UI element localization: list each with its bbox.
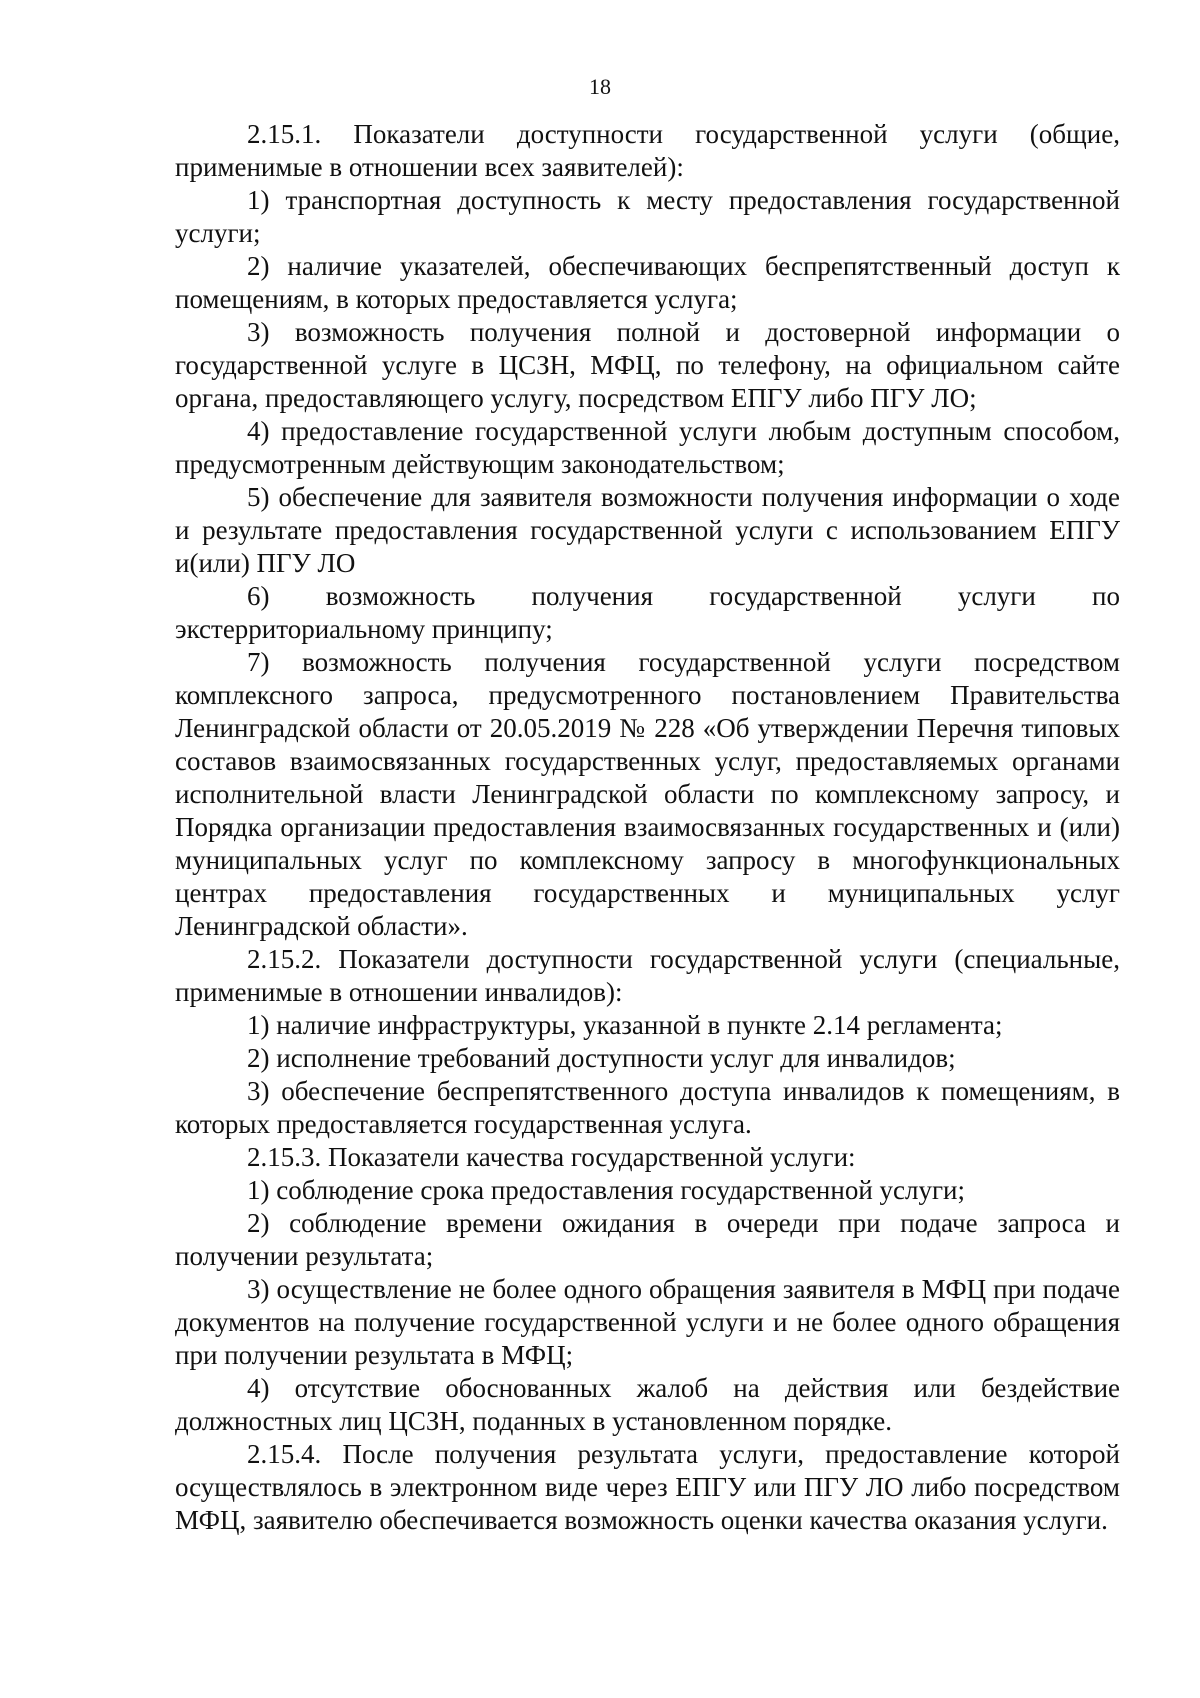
- paragraph-2-15-3: 2.15.3. Показатели качества государственной услуги:: [247, 1142, 856, 1172]
- list-item-transport: 1) транспортная доступность к месту предоставления государственной услуги;: [175, 185, 1120, 248]
- list-item-signs: 2) наличие указателей, обеспечивающих беспрепятственный доступ к помещениям, в которых предоставляется услуга;: [175, 251, 1120, 314]
- list-item-extraterritorial: 6) возможность получения государственной услуги по экстерриториальному принципу;: [175, 581, 1120, 644]
- list-item-single-visit: 3) осуществление не более одного обращения заявителя в МФЦ при подаче документов на получение государственной услуги и не более одного обращения при получении результата в МФЦ;: [175, 1274, 1120, 1370]
- list-item-infrastructure: 1) наличие инфраструктуры, указанной в пункте 2.14 регламента;: [247, 1010, 1003, 1040]
- list-item-any-method: 4) предоставление государственной услуги любым доступным способом, предусмотренным действующим законодательством;: [175, 416, 1120, 479]
- list-item-complex-request: 7) возможность получения государственной услуги посредством комплексного запроса, предусмотренного постановлением Правительства Ленинградской области от 20.05.2019 № 228 «Об утверждении Перечня типовых составов взаимосвязанных государственных услуг, предоставляемых органами исполнительной власти Ленинградской области по комплексному запросу, и Порядка организации предоставления взаимосвязанных государственных и (или) муниципальных услуг по комплексному запросу в многофункциональных центрах предоставления государственных и муниципальных услуг Ленинградской области».: [175, 647, 1120, 941]
- page-number: 18: [589, 74, 611, 99]
- list-item-accessibility-requirements: 2) исполнение требований доступности услуг для инвалидов;: [247, 1043, 956, 1073]
- list-item-waiting-time: 2) соблюдение времени ожидания в очереди при подаче запроса и получении результата;: [175, 1208, 1120, 1271]
- list-item-no-complaints: 4) отсутствие обоснованных жалоб на действия или бездействие должностных лиц ЦСЗН, поданных в установленном порядке.: [175, 1373, 1120, 1436]
- list-item-information: 3) возможность получения полной и достоверной информации о государственной услуге в ЦСЗН, МФЦ, по телефону, на официальном сайте органа, предоставляющего услугу, посредством ЕПГУ либо ПГУ ЛО;: [175, 317, 1120, 413]
- document-body: [175, 118, 1120, 1537]
- paragraph-2-15-2: 2.15.2. Показатели доступности государственной услуги (специальные, применимые в отношении инвалидов):: [175, 944, 1120, 1007]
- list-item-deadline: 1) соблюдение срока предоставления государственной услуги;: [247, 1175, 966, 1205]
- paragraph-2-15-4: 2.15.4. После получения результата услуги, предоставление которой осуществлялось в электронном виде через ЕПГУ или ПГУ ЛО либо посредством МФЦ, заявителю обеспечивается возможность оценки качества оказания услуги.: [175, 1439, 1120, 1535]
- list-item-progress-info: 5) обеспечение для заявителя возможности получения информации о ходе и результате предоставления государственной услуги с использованием ЕПГУ и(или) ПГУ ЛО: [175, 482, 1120, 578]
- list-item-unobstructed-access: 3) обеспечение беспрепятственного доступа инвалидов к помещениям, в которых предоставляется государственная услуга.: [175, 1076, 1120, 1139]
- paragraph-2-15-1: 2.15.1. Показатели доступности государственной услуги (общие, применимые в отношении всех заявителей):: [175, 119, 1120, 182]
